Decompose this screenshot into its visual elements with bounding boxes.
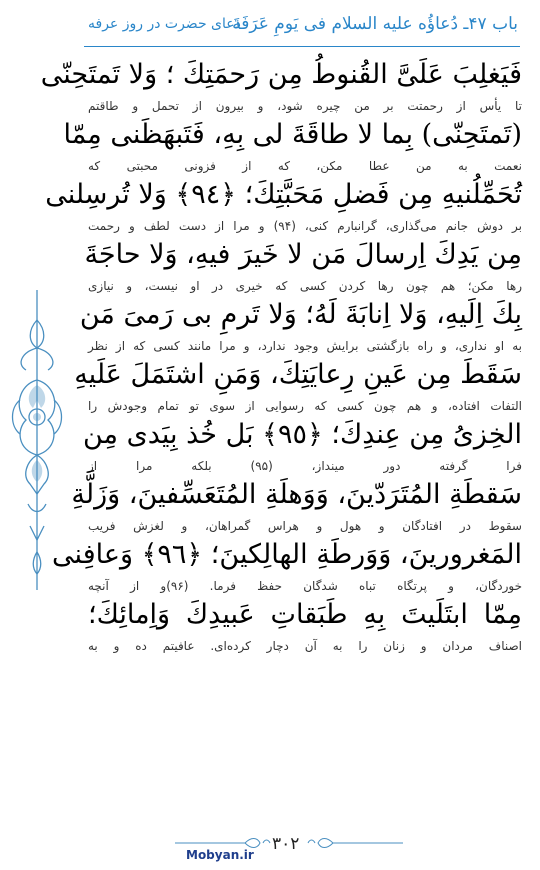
arabic-line: تُحَمِّلُنيهِ مِن فَضلِ مَحَبَّتِكَ؛ ﴿٩٤﴾ وَلا تُرسِلنى: [45, 179, 522, 210]
header-rule: [84, 46, 520, 47]
translation-line: اصناف مردان و زنان را به آن دچار كرده‌اى. عافيتم ده و به: [88, 639, 522, 653]
translation-line: التفات افتاده، و هم چون كسى كه رسوايى از سوى تو تمام وجودش را: [88, 399, 522, 413]
arabic-line: مِن يَدِكَ اِرسالَ مَن لا خَيرَ فيهِ، وَلا حاجَةَ: [84, 239, 522, 270]
translation-line: فرا گرفته دور مينداز، (۹۵) بلكه مرا از: [88, 459, 522, 473]
arabic-line: (تَمتَحِنّى) بِما لا طاقَةَ لى بِهِ، فَتَبهَظَنى مِمّا: [63, 119, 522, 150]
site-watermark: Mobyan.ir: [186, 848, 254, 862]
translation-line: تا يأس از رحمتت بر من چيره شود، و بيرون از تحمل و طاقتم: [88, 99, 522, 113]
page-number: ٣٠٢: [272, 834, 300, 854]
translation-line: سقوط در افتادگان و هول و هراس گمراهان، و لغزش فريب: [88, 519, 522, 533]
chapter-title: باب ۴۷ـ دُعاؤُه عليه السلام فى يَومِ عَرَفَةَ: [232, 14, 518, 34]
translation-line: خوردگان، و پرتگاه تباه شدگان حفظ فرما. (۹۶)و از آنچه: [88, 579, 522, 593]
arabic-line: بِكَ اِلَيهِ، وَلا اِنابَةَ لَهُ؛ وَلا تَرمِ بى رَمىَ مَن: [79, 299, 522, 330]
arabic-line: مِمّا ابتَلَيتَ بِهِ طَبَقاتِ عَبيدِكَ وَاِمائِكَ؛: [88, 599, 522, 630]
arabic-line: المَغرورينَ، وَوَرطَةِ الهالِكينَ؛ ﴿٩٦﴾ وَعافِنى: [52, 539, 522, 570]
arabic-line: سَقطَةِ المُتَرَدّينَ، وَوَهلَةِ المُتَعَسِّفينَ، وَزَلَّةِ: [71, 479, 522, 510]
arabic-line: فَيَغلِبَ عَلَىَّ القُنوطُ مِن رَحمَتِكَ ؛ وَلا تَمتَحِنّى: [40, 59, 522, 90]
text-body: [40, 55, 522, 655]
translation-line: به او ندارى، و راه بازگشتى برايش وجود ندارد، و مرا مانند كسى كه از نظر: [88, 339, 522, 353]
footer-flourish-right-icon: [308, 836, 403, 850]
translation-line: نعمت به من عطا مكن، كه از فزونى محبتى كه: [88, 159, 522, 173]
translation-line: بر دوش جانم مى‌گذارى، گرانبارم كنى، (۹۴) و مرا از دست لطف و رحمت: [88, 219, 522, 233]
section-title: دعای حضرت در روز عرفه: [88, 16, 241, 32]
translation-line: رها مكن؛ هم چون رها كردن كسى كه خيرى در او نيست، و نيازى: [88, 279, 522, 293]
arabic-line: سَقَطَ مِن عَينِ رِعايَتِكَ، وَمَنِ اشتَمَلَ عَلَيهِ: [74, 359, 522, 390]
page-footer: [0, 820, 540, 870]
arabic-line: الخِزىُ مِن عِندِكَ؛ ﴿٩٥﴾ بَل خُذ بِيَدى مِن: [82, 419, 522, 450]
page-header: [0, 0, 540, 48]
side-ornament-icon: [8, 290, 66, 590]
